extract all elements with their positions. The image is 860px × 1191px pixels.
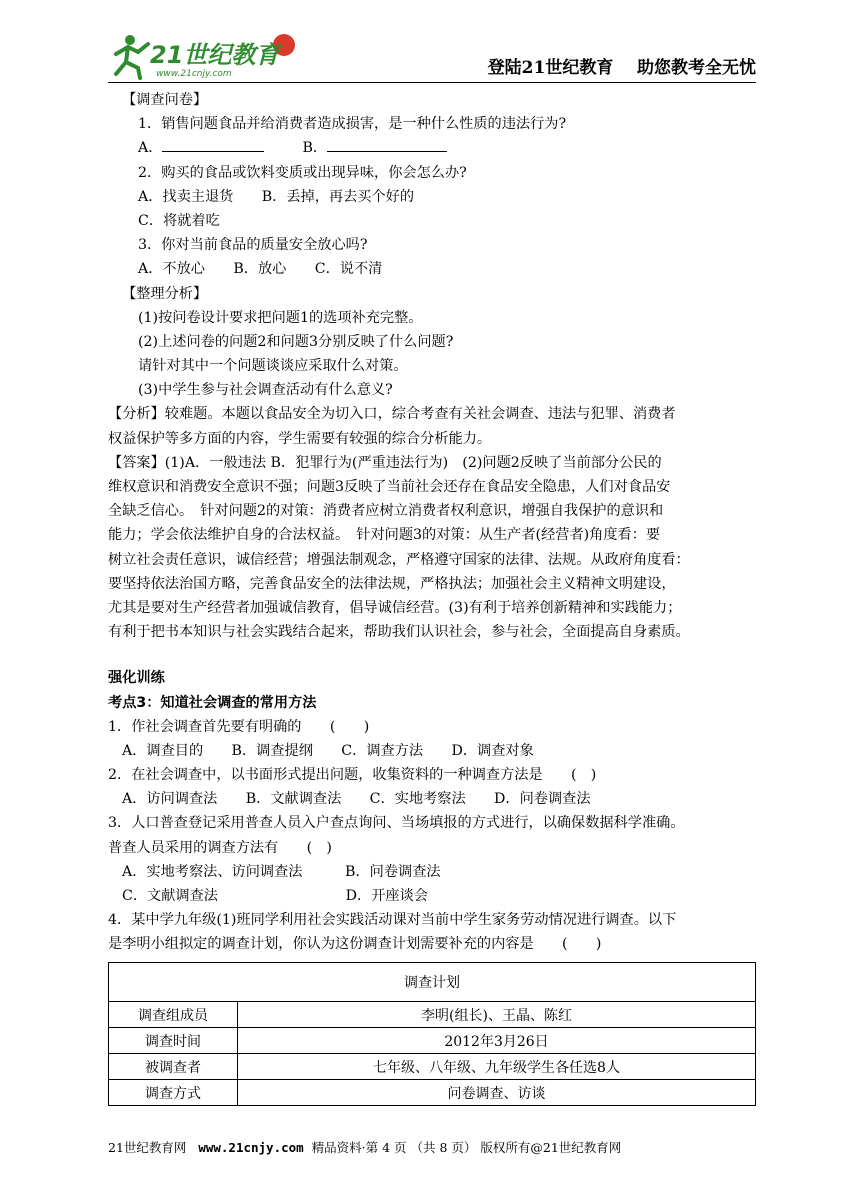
training-heading: 强化训练 xyxy=(108,670,165,687)
survey-plan-table xyxy=(108,962,756,1106)
footer-right: 精品资料·第 4 页 （共 8 页） 版权所有@21世纪教育网 xyxy=(311,1140,622,1155)
training-q3-options: A．实地考察法、访问调查法 B．问卷调查法 xyxy=(122,863,441,880)
survey-heading: 【调查问卷】 xyxy=(122,92,208,108)
kaodian-heading: 考点3：知道社会调查的常用方法 xyxy=(108,694,317,711)
analysis-p2: (2)上述问卷的问题2和问题3分别反映了什么问题? xyxy=(138,333,454,350)
daan-line: 全缺乏信心。 针对问题2的对策：消费者应树立消费者权利意识，增强自我保护的意识和 xyxy=(108,503,664,520)
header-slogan: 登陆21世纪教育 助您教考全无忧 xyxy=(487,58,756,78)
page-footer xyxy=(108,1138,756,1156)
logo-url: www.21cnjy.com xyxy=(156,69,232,79)
survey-q1-options xyxy=(108,136,756,160)
training-q3-options: C．文献调查法 D．开座谈会 xyxy=(122,888,428,904)
analysis-p2b: 请针对其中一个问题谈谈应采取什么对策。 xyxy=(138,358,408,375)
table-row xyxy=(109,1028,756,1054)
daan-line: 尤其是要对生产经营者加强诚信教育，倡导诚信经营。(3)有利于培养创新精神和实践能力； xyxy=(108,599,682,616)
fenxi-line: 权益保护等多方面的内容，学生需要有较强的综合分析能力。 xyxy=(108,430,492,447)
daan-line: 要坚持依法治国方略，完善食品安全的法律法规，严格执法；加强社会主义精神文明建设， xyxy=(108,575,676,592)
survey-q3-options: A．不放心 B．放心 C．说不清 xyxy=(138,261,383,278)
plan-value: 李明(组长)、王晶、陈红 xyxy=(238,1002,756,1028)
plan-value: 2012年3月26日 xyxy=(238,1028,756,1054)
daan-line: 树立社会责任意识，诚信经营；增强法制观念，严格遵守国家的法律、法规。从政府角度看： xyxy=(108,551,690,568)
plan-label: 调查方式 xyxy=(109,1080,238,1106)
analysis-p3: (3)中学生参与社会调查活动有什么意义? xyxy=(138,382,393,399)
table-row xyxy=(109,1080,756,1106)
survey-q2-options: A．找卖主退货 B．丢掉，再去买个好的 xyxy=(138,188,415,205)
survey-q2-option-c: C．将就着吃 xyxy=(138,212,220,229)
plan-label: 调查组成员 xyxy=(109,1002,238,1028)
q1-option-b-blank xyxy=(327,137,447,152)
plan-table-title: 调查计划 xyxy=(109,963,756,1002)
q1-option-a-blank xyxy=(162,137,264,152)
running-man-icon xyxy=(116,35,148,78)
training-q2-options: A．访问调查法 B．文献调查法 C．实地考察法 D．问卷调查法 xyxy=(122,791,591,808)
footer-left: 21世纪教育网 xyxy=(108,1140,187,1155)
training-q1-options: A．调查目的 B．调查提纲 C．调查方法 D．调查对象 xyxy=(122,742,534,759)
site-logo[interactable] xyxy=(108,30,308,80)
fenxi-line: 【分析】较难题。本题以食品安全为切入口，综合考查有关社会调查、违法与犯罪、消费者 xyxy=(108,406,676,423)
analysis-heading: 【整理分析】 xyxy=(122,285,208,302)
survey-q2: 2．购买的食品或饮料变质或出现异味，你会怎么办? xyxy=(138,164,467,181)
q1-option-b-label: B． xyxy=(302,140,328,157)
survey-q3: 3．你对当前食品的质量安全放心吗? xyxy=(138,237,368,254)
survey-q1: 1．销售问题食品并给消费者造成损害，是一种什么性质的违法行为? xyxy=(138,116,567,133)
footer-site-link[interactable]: www.21cnjy.com xyxy=(198,1140,304,1155)
daan-line: 【答案】(1)A．一般违法 B．犯罪行为(严重违法行为) (2)问题2反映了当前部分公民的 xyxy=(108,454,662,471)
training-q2: 2．在社会调查中，以书面形式提出问题，收集资料的一种调查方法是 ( ) xyxy=(108,767,597,784)
logo-text: 21世纪教育 xyxy=(150,41,280,69)
q1-option-a-label: A． xyxy=(138,140,163,157)
analysis-p1: (1)按问卷设计要求把问题1的选项补充完整。 xyxy=(138,309,423,326)
daan-line: 维权意识和消费安全意识不强；问题3反映了当前社会还存在食品安全隐患，人们对食品安 xyxy=(108,479,671,495)
training-q1: 1．作社会调查首先要有明确的 ( ) xyxy=(108,718,370,735)
training-q4: 4．某中学九年级(1)班同学利用社会实践活动课对当前中学生家务劳动情况进行调查。以下 xyxy=(108,912,677,929)
table-row xyxy=(109,1054,756,1080)
plan-value: 七年级、八年级、九年级学生各任选8人 xyxy=(238,1054,756,1080)
plan-label: 调查时间 xyxy=(109,1028,238,1054)
plan-label: 被调查者 xyxy=(109,1054,238,1080)
table-row xyxy=(109,1002,756,1028)
page-content xyxy=(108,88,756,957)
training-q3: 3．人口普查登记采用普查人员入户查点询问、当场填报的方式进行，以确保数据科学准确。 xyxy=(108,815,685,832)
page-header xyxy=(108,30,756,83)
training-q3-cont: 普查人员采用的调查方法有 ( ) xyxy=(108,839,332,856)
daan-line: 有利于把书本知识与社会实践结合起来，帮助我们认识社会，参与社会，全面提高自身素质。 xyxy=(108,624,690,641)
plan-value: 问卷调查、访谈 xyxy=(238,1080,756,1106)
training-q4-cont: 是李明小组拟定的调查计划，你认为这份调查计划需要补充的内容是 ( ) xyxy=(108,936,602,953)
daan-line: 能力；学会依法维护自身的合法权益。 针对问题3的对策：从生产者(经营者)角度看：要 xyxy=(108,527,661,544)
